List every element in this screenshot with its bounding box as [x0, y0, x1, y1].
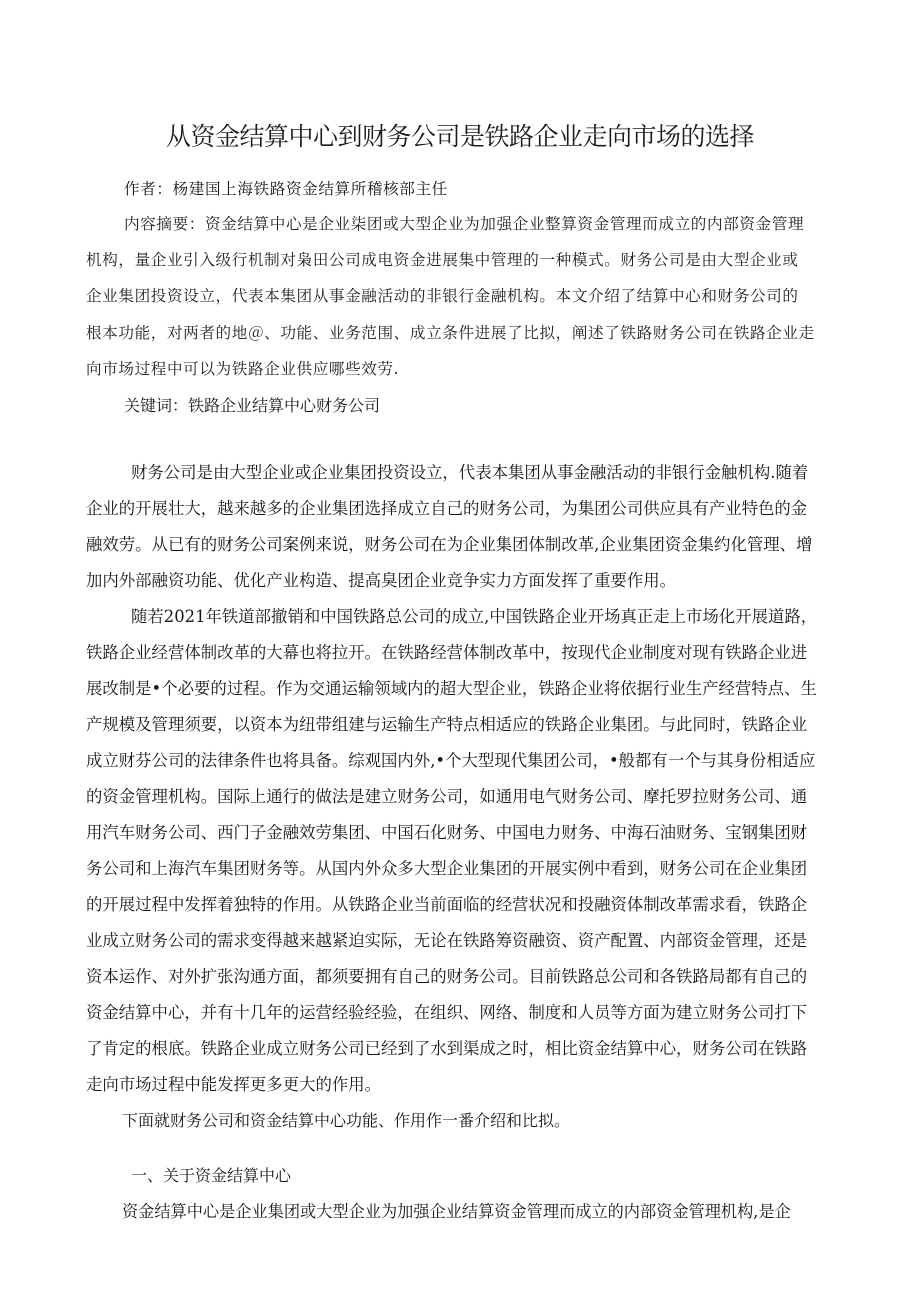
- paragraph-line: 融效劳。从已有的财务公司案例来说，财务公司在为企业集团体制改革,企业集团资金集约化管理、增: [86, 535, 813, 554]
- paragraph-line: 的开展过程中发挥着独特的作用。从铁路企业当前面临的经营状况和投融资体制改革需求看，铁路企: [86, 895, 808, 914]
- paragraph-line: 加内外部融资功能、优化产业构造、提高臭团企业竞争实力方面发挥了重要作用。: [86, 571, 677, 590]
- paragraph-line: 展改制是•个必要的过程。作为交通运输领域内的超大型企业，铁路企业将依据行业生产经营特点、生: [86, 679, 817, 698]
- paragraph-line: 铁路企业经营体制改革的大幕也将拉开。在铁路经营体制改革中，按现代企业制度对现有铁路企业进: [86, 643, 808, 662]
- paragraph-line: 了肯定的根底。铁路企业成立财务公司已经到了水到渠成之时，相比资金结算中心，财务公司在铁路: [86, 1039, 808, 1058]
- abstract-line: 根本功能，对两者的地＠、功能、业务范围、成立条件进展了比拟，阐述了铁路财务公司在铁路企业走: [86, 324, 815, 342]
- intro-line: 下面就财务公司和资金结算中心功能、作用作一番介绍和比拟。: [122, 1111, 571, 1130]
- keywords-line: 关键词：铁路企业结算中心财务公司: [124, 396, 381, 415]
- document-title: 从资金结算中心到财务公司是铁路企业走向市场的选择: [165, 122, 754, 151]
- paragraph-line: 用汽车财务公司、西门子金融效劳集团、中国石化财务、中国电力财务、中海石油财务、宝钢集团财: [86, 823, 808, 842]
- paragraph-line: 资金结算中心，并有十几年的运营经验经验，在组织、网络、制度和人员等方面为建立财务公司打下: [86, 1003, 808, 1022]
- paragraph-line: 企业的开展壮大，越来越多的企业集团选择成立自己的财务公司，为集团公司供应具有产业特色的金: [86, 499, 808, 518]
- author-line: 作者：杨建国上海铁路资金结算所稽核部主任: [124, 180, 448, 198]
- paragraph-line: 务公司和上海汽车集团财务等。从国内外众多大型企业集团的开展实例中看到，财务公司在企业集团: [86, 859, 808, 878]
- paragraph-line: 走向市场过程中能发挥更多更大的作用。: [86, 1075, 382, 1094]
- paragraph-line: 的资金管理机构。国际上通行的做法是建立财务公司，如通用电气财务公司、摩托罗拉财务公司、通: [86, 787, 808, 806]
- abstract-line: 向市场过程中可以为铁路企业供应哪些效劳.: [86, 360, 400, 378]
- paragraph-line: 资本运作、对外扩张沟通方面，都须要拥有自己的财务公司。目前铁路总公司和各铁路局都有自己的: [86, 967, 808, 986]
- abstract-line: 机构，量企业引入级行机制对枭田公司成电资金进展集中管理的一种模式。财务公司是由大型企业或: [86, 251, 799, 269]
- abstract-line: 企业集团投资设立，代表本集团从事金融活动的非银行金融机构。本文介绍了结算中心和财务公司的: [86, 287, 799, 305]
- section-paragraph-line: 资金结算中心是企业集团或大型企业为加强企业结算资金管理而成立的内部资金管理机构,是企: [122, 1202, 791, 1221]
- paragraph-line: 财务公司是由大型企业或企业集团投资设立，代表本集团从事金融活动的非银行金触机构.随着: [131, 463, 809, 482]
- paragraph-line: 产规模及管理须要，以资本为纽带组建与运输生产特点相适应的铁路企业集团。与此同时，铁路企业: [86, 715, 808, 734]
- paragraph-line: 成立财芬公司的法律条件也将具备。综观国内外,•个大型现代集团公司，•般都有一个与其身份相适应: [86, 751, 816, 770]
- paragraph-line: 业成立财务公司的需求变得越来越紧迫实际，无论在铁路筹资融资、资产配置、内部资金管理，还是: [86, 931, 808, 950]
- paragraph-line: 随若2021年铁道部撤销和中国铁路总公司的成立,中国铁路企业开场真正走上市场化开展道路，: [131, 607, 818, 626]
- section-heading: 一、关于资金结算中心: [131, 1166, 292, 1185]
- abstract-line: 内容摘要：资金结算中心是企业柒团或大型企业为加强企业整算资金管理而成立的内部资金管理: [124, 215, 805, 233]
